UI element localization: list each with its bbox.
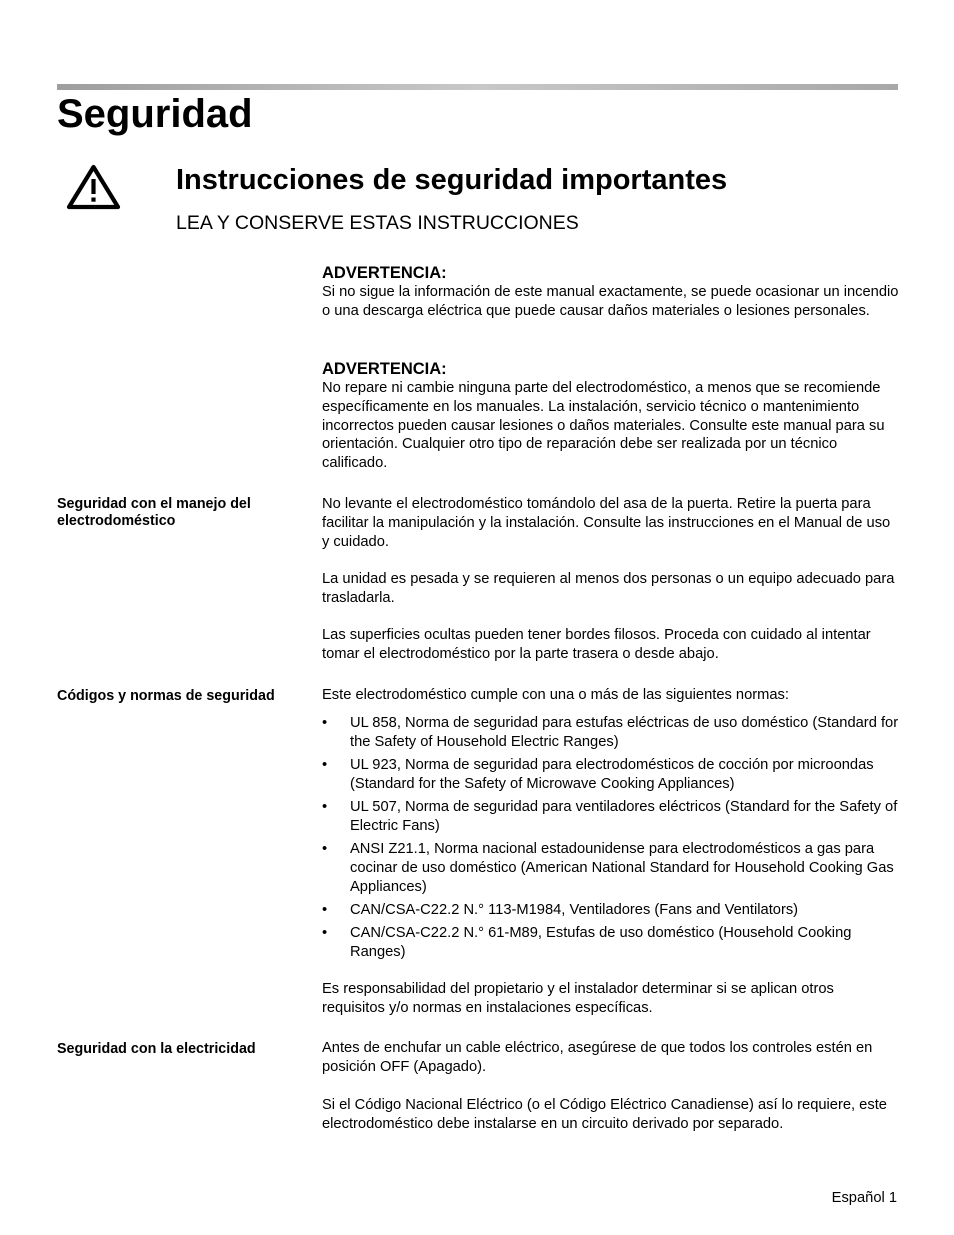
codes-block [322,686,900,966]
list-item: • UL 507, Norma de seguridad para ventiladores eléctricos (Standard for the Safety of Electric Fans) [322,798,898,834]
list-item: • UL 858, Norma de seguridad para estufas eléctricas de uso doméstico (Standard for the Safety of Household Electric Ranges) [322,714,899,750]
page-footer: Español 1 [831,1190,897,1206]
side-heading-handling: Seguridad con el manejo del electrodoméstico [57,496,251,529]
paragraph: Antes de enchufar un cable eléctrico, asegúrese de que todos los controles estén en posición OFF (Apagado). [322,1040,873,1075]
bullet: • [322,798,328,815]
codes-closing: Es responsabilidad del propietario y el instalador determinar si se aplican otros requisitos y/o normas en instalaciones específicas. [322,981,834,1016]
list-item: • CAN/CSA-C22.2 N.° 61-M89, Estufas de uso doméstico (Household Cooking Ranges) [322,925,852,961]
standards-list [322,714,900,962]
warning-label: ADVERTENCIA: [322,360,447,378]
warning-triangle-icon [66,164,121,210]
bullet: • [322,714,328,731]
warning-text: Si no sigue la información de este manual exactamente, se puede ocasionar un incendio o una descarga eléctrica que puede causar daños materiales o lesiones personales. [322,284,899,319]
list-item: • ANSI Z21.1, Norma nacional estadounidense para electrodomésticos a gas para cocinar de uso doméstico (American National Standard for Household Cooking Gas Appliances) [322,841,894,895]
bullet: • [322,925,328,942]
paragraph: Si el Código Nacional Eléctrico (o el Código Eléctrico Canadiense) así lo requiere, este electrodoméstico debe instalarse en un circuito derivado por separado. [322,1097,887,1132]
warning-label: ADVERTENCIA: [322,264,447,282]
paragraph: La unidad es pesada y se requieren al menos dos personas o un equipo adecuado para trasladarla. [322,571,895,606]
bullet: • [322,756,328,773]
page-title: Seguridad [57,92,253,136]
section-subheading: LEA Y CONSERVE ESTAS INSTRUCCIONES [176,212,579,234]
warning-block [322,359,900,473]
warning-block [322,263,900,321]
bullet: • [322,901,328,918]
paragraph: Las superficies ocultas pueden tener bordes filosos. Proceda con cuidado al intentar tomar el electrodoméstico por la parte trasera o desde abajo. [322,627,871,662]
side-heading-codes: Códigos y normas de seguridad [57,688,275,704]
bullet: • [322,841,328,858]
warning-text: No repare ni cambie ninguna parte del electrodoméstico, a menos que se recomiende específicamente en los manuales. La instalación, servicio técnico o mantenimiento incorrectos pueden causar lesiones o daños materiales. Consulte este manual para su orientación. Cualquier otro tipo de reparación debe ser realizada por un técnico calificado. [322,380,885,472]
list-item: • UL 923, Norma de seguridad para electrodomésticos de cocción por microondas (Standard for the Safety of Microwave Cooking Appliances) [322,756,874,792]
paragraph: No levante el electrodoméstico tomándolo del asa de la puerta. Retire la puerta para facilitar la manipulación y la instalación. Consulte las instrucciones en el Manual de uso y cuidado. [322,496,891,550]
codes-intro: Este electrodoméstico cumple con una o más de las siguientes normas: [322,687,789,703]
list-item: • CAN/CSA-C22.2 N.° 113-M1984, Ventiladores (Fans and Ventilators) [322,901,799,918]
side-heading-electric: Seguridad con la electricidad [57,1041,256,1057]
section-heading: Instrucciones de seguridad importantes [176,164,728,196]
